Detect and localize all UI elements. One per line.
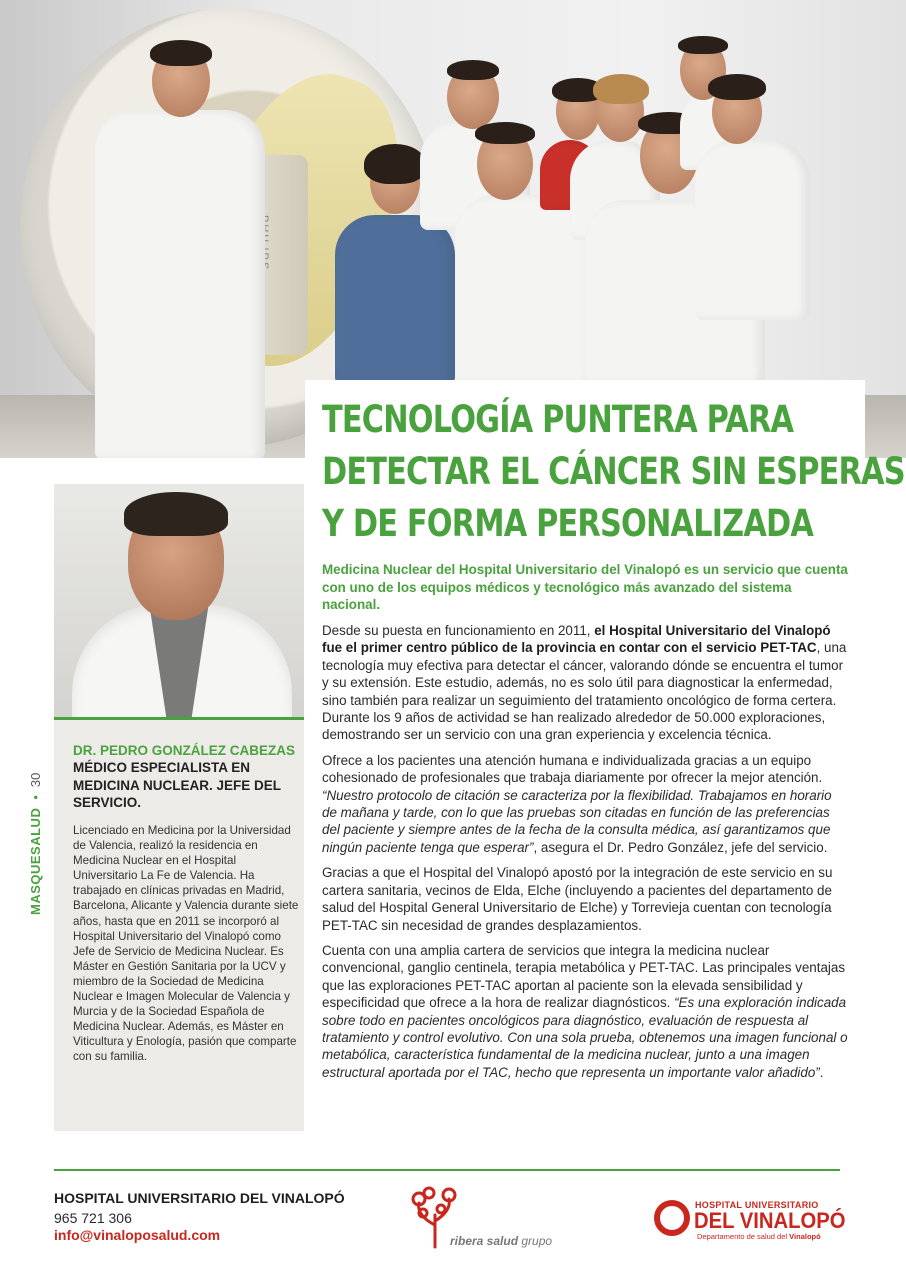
ribera-salud-wordmark — [450, 1234, 552, 1248]
doctor-portrait — [54, 484, 304, 720]
p2-quote: “Nuestro protocolo de citación se caracteriza por la flexibilidad. Trabajamos en horario de mañana y tarde, con lo que las pruebas son citadas en función de las preferencias del paciente y siempre antes de la fecha de la consulta médica, así garantizamos que ningún paciente tenga que esperar” — [322, 787, 832, 855]
page-title — [322, 394, 905, 550]
doctor-name: DR. PEDRO GONZÁLEZ CABEZAS — [73, 743, 296, 758]
portrait-hair — [124, 492, 228, 536]
vinalopo-sub-b: Vinalopó — [789, 1232, 821, 1241]
article-body — [322, 622, 850, 1089]
p4-quote: “Es una exploración indicada sobre todo en pacientes oncológicos para diagnóstico, evaluación de respuesta al tratamiento y control evolutivo. Con una sola prueba, obtenemos una imagen funcional o metabólica, característica fundamental de la medicina nuclear, junto a una imagen estructural aportada por el TAC, hecho que representa un importante valor añadido” — [322, 995, 848, 1080]
doctor-bio: Licenciado en Medicina por la Universidad de Valencia, realizó la residencia en Medicina Nuclear en el Hospital Universitario La Fe de Valencia. Ha trabajado en clínicas privadas en Madrid, Barcelona, Alicante y Valencia durante siete años, hasta que en 2011 se incorporó al Hospital Universitario del Vinalopó como Jefe de Servicio de Medicina Nuclear. Es Máster en Gestión Sanitaria por la UCV y miembro de la Sociedad de Medicina Nuclear e Imagen Molecular de Valencia y Murcia y de la Sociedad Española de Medicina Nuclear. Además, es Máster en Viticultura y Enología, pasión que comparte con su familia. — [73, 824, 299, 1064]
p4-text-a: Cuenta con una amplia cartera de servicios que integra la medicina nuclear convencional, ganglio centinela, terapia metabólica y PET-TAC. Las principales ventajas que las exploraciones PET-TAC aportan al paciente son la elevada sensibilidad y especificidad que ofrece a la hora de realizar diagnósticos. — [322, 942, 846, 1011]
staff-hair — [364, 144, 426, 184]
staff-hair — [475, 122, 535, 144]
footer-email-link[interactable]: info@vinaloposalud.com — [54, 1227, 221, 1243]
ribera-wordmark-b: grupo — [518, 1234, 553, 1248]
staff-member — [335, 215, 455, 385]
ribera-wordmark-a: ribera salud — [450, 1234, 519, 1248]
title-line-2: DETECTAR EL CÁNCER SIN ESPERAS — [322, 450, 905, 493]
staff-hair — [447, 60, 499, 80]
separator-dot: • — [28, 795, 43, 800]
vinalopo-logo-icon — [654, 1200, 690, 1236]
p4-text-b: . — [819, 1064, 824, 1080]
footer-divider — [54, 1169, 840, 1171]
title-line-3: Y DE FORMA PERSONALIZADA — [322, 502, 814, 545]
staff-hair — [678, 36, 728, 54]
page-number: 30 — [28, 772, 43, 788]
paragraph-3: Gracias a que el Hospital del Vinalopó apostó por la integración de este servicio en su cartera sanitaria, vecinos de Elda, Elche (incluyendo a pacientes del departamento de salud del Hospital General Universitario de Elche) y Torrevieja cuentan con tecnología PET-TAC sin necesidad de grandes desplazamientos. — [322, 865, 833, 933]
vinalopo-logo-top: HOSPITAL UNIVERSITARIO — [695, 1200, 819, 1210]
p1-text-a: Desde su puesta en funcionamiento en 2011, — [322, 623, 595, 638]
p1-bold: el Hospital Universitario del Vinalopó fue el primer centro público de la provincia en contar con el servicio PET-TAC — [322, 623, 831, 656]
p2-text-b: , asegura el Dr. Pedro González, jefe del servicio. — [533, 839, 828, 855]
title-line-1: TECNOLOGÍA PUNTERA PARA — [322, 398, 794, 441]
vinalopo-sub-a: Departamento de salud del — [697, 1232, 790, 1241]
paragraph-4 — [322, 942, 850, 1081]
vinalopo-logo-main: DEL VINALOPÓ — [694, 1208, 846, 1233]
staff-hair — [150, 40, 212, 66]
staff-hair — [708, 74, 766, 100]
vinalopo-logo-sub — [697, 1232, 821, 1241]
p1-text-c: , una tecnología muy efectiva para detectar el cáncer, valorando dónde se encuentra el tumor y su extensión. Este estudio, además, no es solo útil para diagnosticar la enfermedad, sino también para realizar un seguimiento del tratamiento oncológico de forma certera. Durante los 9 años de actividad se han realizado alrededor de 50.000 exploraciones, demostrando ser un servicio con una gran experiencia y excelencia técnica. — [322, 640, 847, 743]
staff-member — [95, 110, 265, 458]
paragraph-2 — [322, 752, 850, 856]
magazine-page-tag — [28, 773, 43, 915]
p2-text-a: Ofrece a los pacientes una atención humana e individualizada gracias a un equipo cohesionado de profesionales que trabaja diariamente por ofrecer la mejor atención. — [322, 752, 823, 786]
magazine-name: MASQUESALUD — [28, 807, 43, 915]
staff-hair — [593, 74, 649, 104]
article-lead: Medicina Nuclear del Hospital Universitario del Vinalopó es un servicio que cuenta con uno de los equipos médicos y tecnológico más avanzado del sistema nacional. — [322, 562, 848, 612]
paragraph-1 — [322, 622, 850, 744]
staff-member — [695, 140, 810, 320]
footer-phone: 965 721 306 — [54, 1210, 132, 1226]
doctor-role: MÉDICO ESPECIALISTA EN MEDICINA NUCLEAR. JEFE DEL SERVICIO. — [73, 760, 281, 810]
footer-hospital-name: HOSPITAL UNIVERSITARIO DEL VINALOPÓ — [54, 1190, 345, 1206]
